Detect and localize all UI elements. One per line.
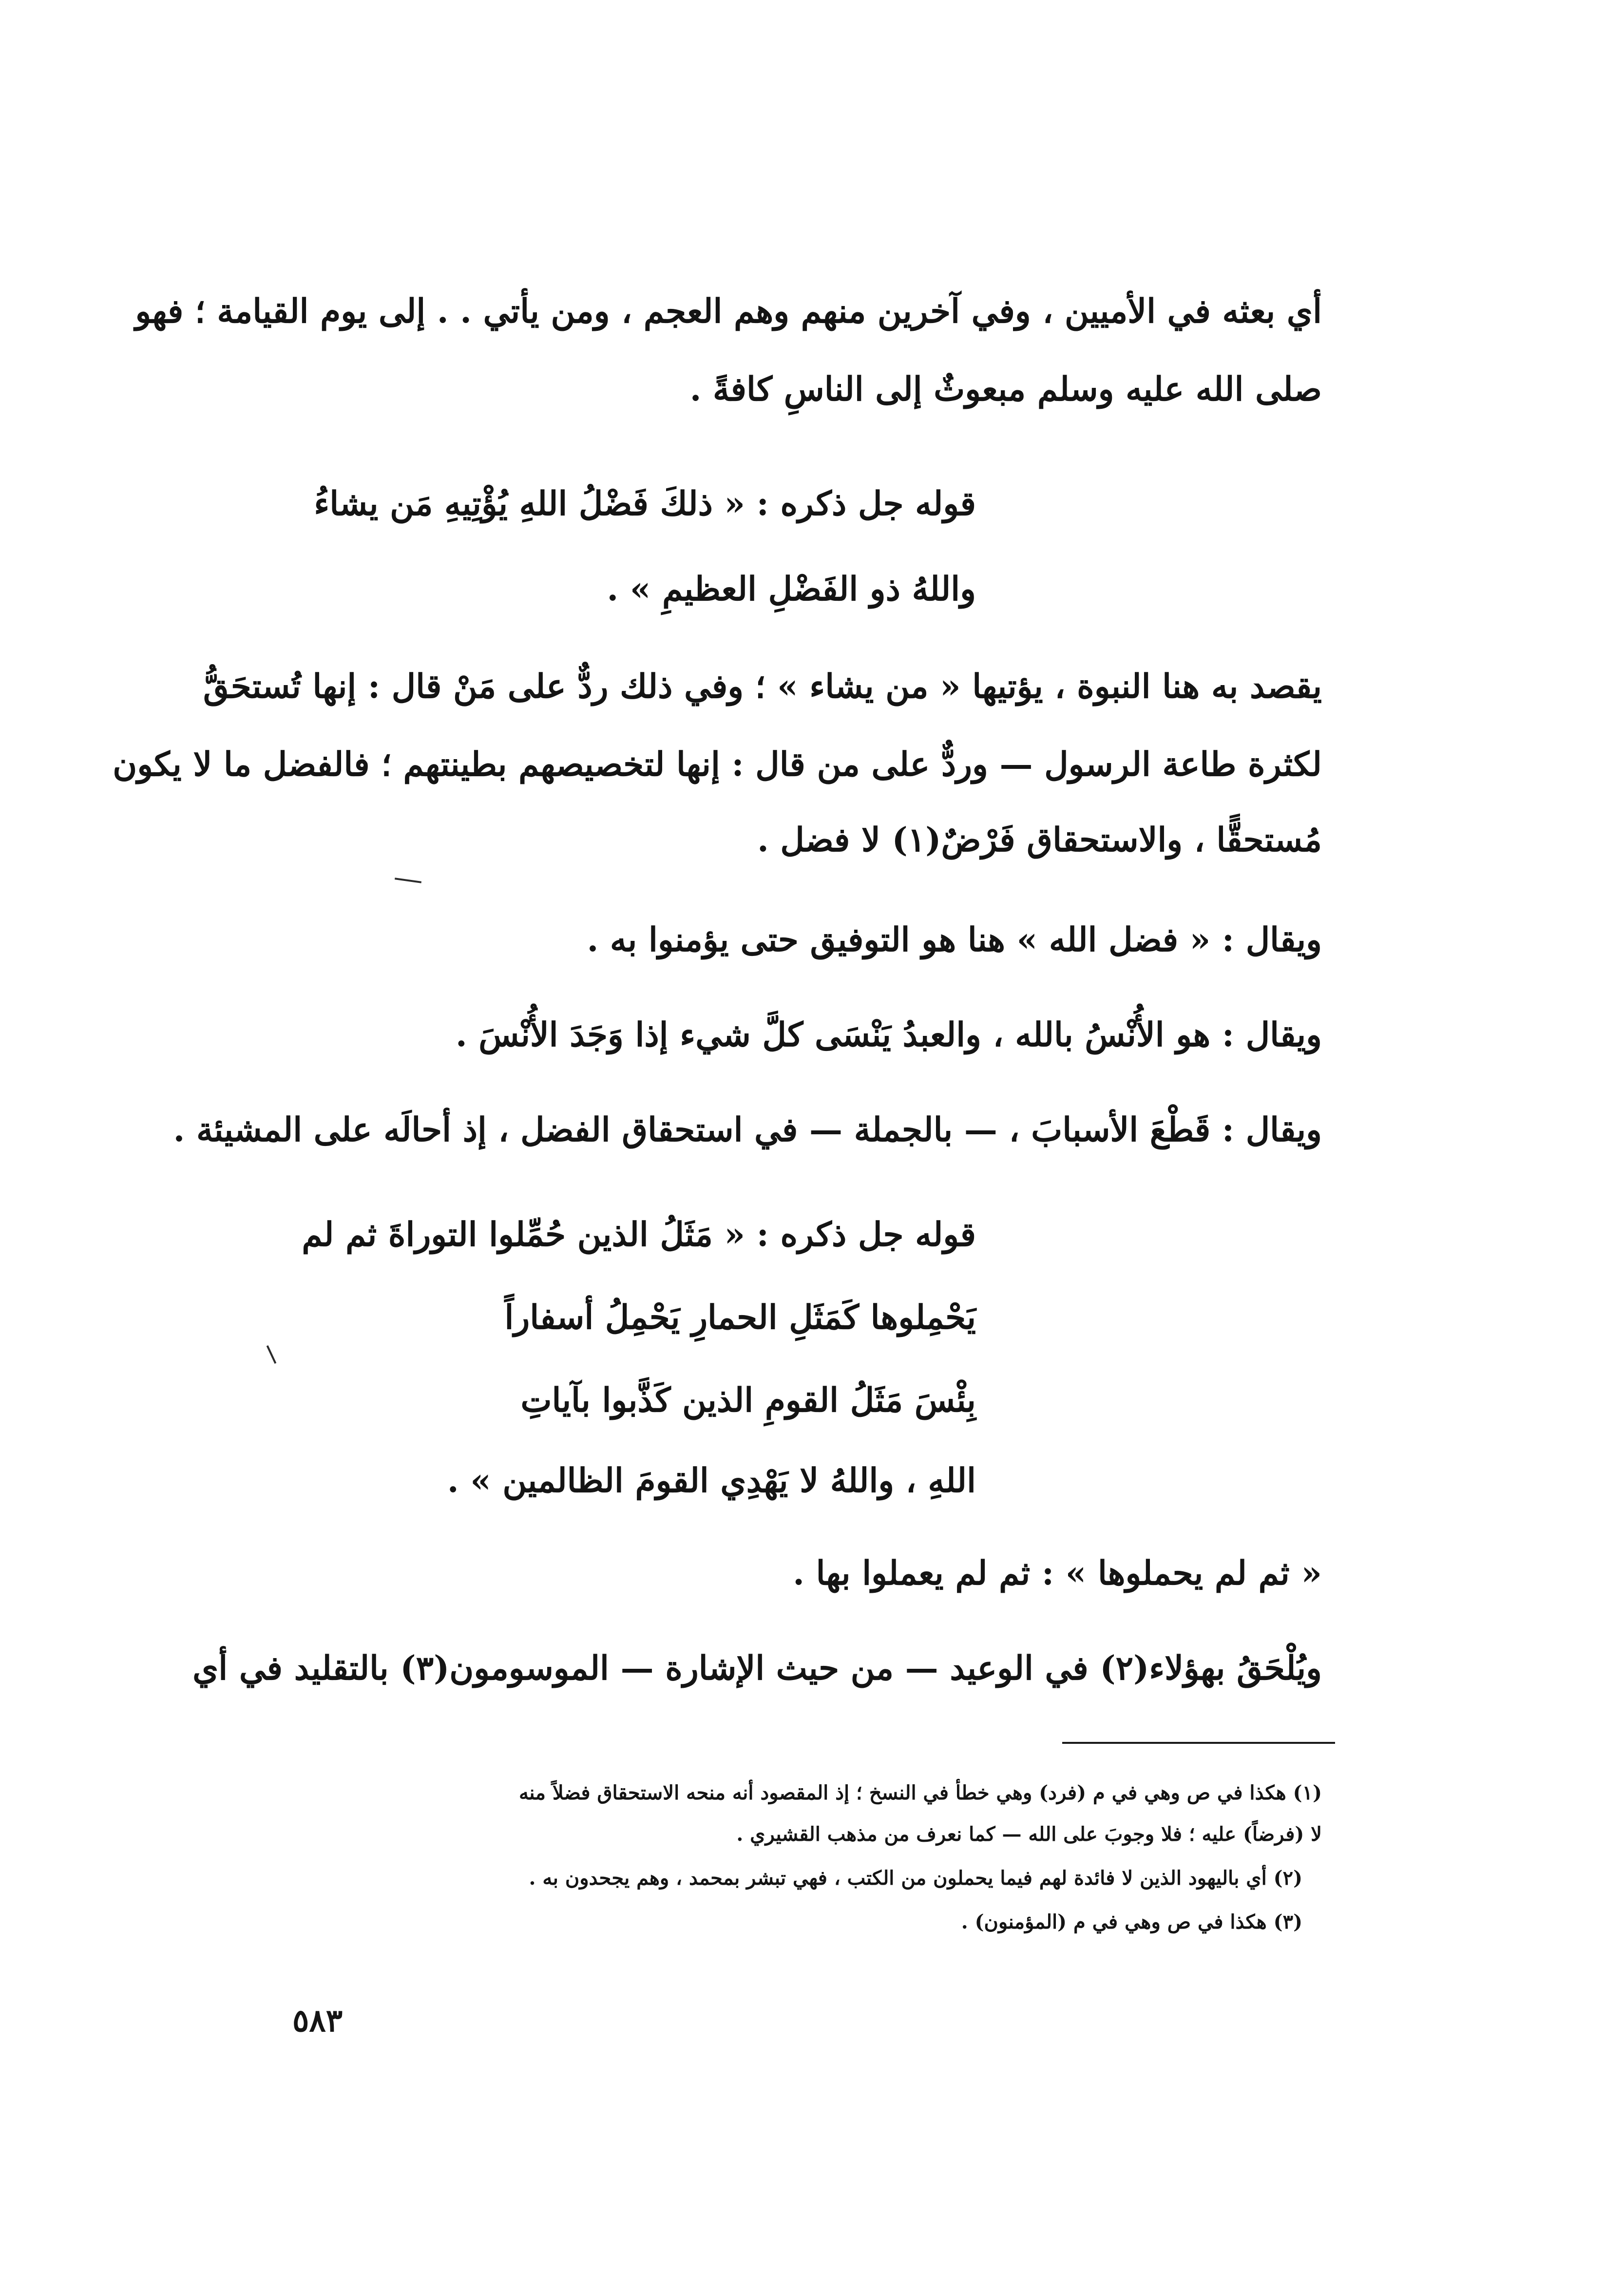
scan-mark — [395, 878, 421, 883]
quran-verse-line: قوله جل ذكره : « مَثَلُ الذين حُمِّلوا التوراةَ ثم لم — [302, 1215, 976, 1254]
body-line: « ثم لم يحملوها » : ثم لم يعملوا بها . — [793, 1554, 1322, 1593]
footnote-separator — [1062, 1742, 1335, 1744]
footnote-line: لا (فرضاً) عليه ؛ فلا وجوبَ على الله — كما نعرف من مذهب القشيري . — [736, 1823, 1322, 1846]
body-line: أي بعثه في الأميين ، وفي آخرين منهم وهم العجم ، ومن يأتي . . إلى يوم القيامة ؛ فهو — [135, 292, 1322, 331]
body-line: ويقال : قَطْعَ الأسبابَ ، — بالجملة — في استحقاق الفضل ، إذ أحالَه على المشيئة . — [173, 1110, 1322, 1149]
body-line: مُستحقًّا ، والاستحقاق فَرْضٌ(١) لا فضل . — [757, 821, 1322, 859]
quran-verse-line: قوله جل ذكره : « ذلكَ فَضْلُ اللهِ يُؤْتِيهِ مَن يشاءُ — [314, 484, 976, 523]
body-line: لكثرة طاعة الرسول — وردٌّ على من قال : إنها لتخصيصهم بطينتهم ؛ فالفضل ما لا يكون — [113, 745, 1322, 784]
footnote-line: (٢) أي باليهود الذين لا فائدة لهم فيما يحملون من الكتب ، فهي تبشر بمحمد ، وهم يجحدون به . — [529, 1867, 1302, 1890]
quran-verse-line: واللهُ ذو الفَضْلِ العظيمِ » . — [607, 570, 976, 609]
body-line: ويُلْحَقُ بهؤلاء(٢) في الوعيد — من حيث الإشارة — الموسومون(٣) بالتقليد في أي — [192, 1649, 1322, 1688]
quran-verse-line: يَحْمِلوها كَمَثَلِ الحمارِ يَحْمِلُ أسفاراً — [504, 1298, 976, 1337]
quran-verse-line: بِئْسَ مَثَلُ القومِ الذين كَذَّبوا بآياتِ — [520, 1381, 976, 1420]
footnote-line: (١) هكذا في ص وهي في م (فرد) وهي خطأ في النسخ ؛ إذ المقصود أنه منحه الاستحقاق فضلاً منه — [518, 1781, 1322, 1804]
body-line: ويقال : هو الأُنْسُ بالله ، والعبدُ يَنْسَى كلَّ شيء إذا وَجَدَ الأُنْسَ . — [455, 1015, 1322, 1054]
body-line: صلى الله عليه وسلم مبعوثٌ إلى الناسِ كافةً . — [689, 370, 1322, 409]
page-number: ٥٨٣ — [292, 2003, 343, 2039]
body-line: يقصد به هنا النبوة ، يؤتيها « من يشاء » ؛ وفي ذلك ردٌّ على مَنْ قال : إنها تُستحَقُّ — [203, 667, 1322, 706]
body-line: ويقال : « فضل الله » هنا هو التوفيق حتى يؤمنوا به . — [587, 920, 1322, 959]
quran-verse-line: اللهِ ، واللهُ لا يَهْدِي القومَ الظالمين » . — [447, 1461, 976, 1500]
scan-mark — [267, 1345, 277, 1364]
footnote-line: (٣) هكذا في ص وهي في م (المؤمنون) . — [961, 1910, 1302, 1933]
